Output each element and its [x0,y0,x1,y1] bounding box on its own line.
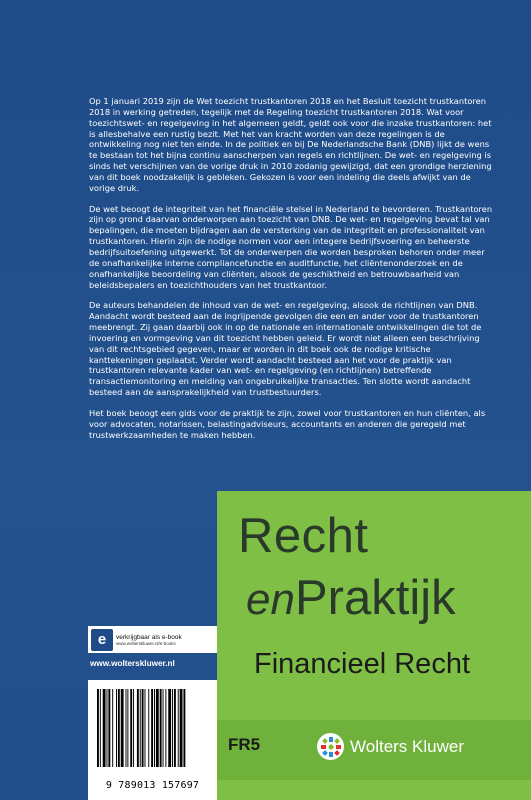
wolters-kluwer-logo-icon [317,733,344,760]
ebook-text [116,634,182,646]
ebook-icon: e [91,629,113,651]
series-title-en: en [246,575,295,624]
publisher-name: Wolters Kluwer [350,736,464,756]
description-text [89,96,494,450]
description-paragraph-3: De auteurs behandelen de inhoud van de wet- en regelgeving, alsook de richtlijnen van DNB. Aandacht wordt besteed aan de ingrijpende gevolgen die een en ander voor de trustkantoren meebrengt. Zij gaan daarbij ook in op de nationale en internationale ontwikkelingen die tot de invoering en vormgeving van dit toezicht hebben geleid. Er wordt niet alleen een beschrijving van dit rechtsgebied gegeven, maar er worden in dit boek ook de nodige kritische kanttekeningen geplaatst. Verder wordt aandacht besteed aan het voor de praktijk van trustkantoren relevante kader van wet- en regelgeving (en richtlijnen) betreffende transactiemonitoring en melding van ongebruikelijke transacties. Ten slotte wordt aandacht besteed aan de aansprakelijkheid van trustbestuurders. [89,300,482,398]
series-title-praktijk: Praktijk [294,571,456,625]
description-paragraph-2: De wet beoogt de integriteit van het financiële stelsel in Nederland te bevorderen. Trustkantoren zijn op grond daarvan onderworpen aan toezicht van DNB. De wet- en regelgeving bevat tal van bepalingen, die moeten bijdragen aan de versterking van de integriteit en professionaliteit van trustkantoren. Hierin zijn de nodige normen voor een integere bedrijfsvoering en beheerste bedrijfsuitoefening uitgewerkt. Tot de onderwerpen die worden besproken behoren onder meer de onafhankelijke interne compliancefunctie en auditfunctie, het cliëntenonderzoek en de onafhankelijke beoordeling van cliënten, alsook de geschiktheid en betrouwbaarheid van beleidsbepalers en toezichthouders van het trustkantoor. [89,203,493,290]
ebook-badge [88,626,217,653]
subject-title: Financieel Recht [254,648,470,680]
isbn-barcode [95,689,211,767]
series-title-line-2 [246,570,456,626]
ebook-line-2: www.wolterskluwer.nl/e-books [116,640,176,646]
publisher-website: www.wolterskluwer.nl [90,659,175,668]
ebook-line-1: verkrijgbaar als e-book [116,633,182,641]
description-paragraph-1: Op 1 januari 2019 zijn de Wet toezicht trustkantoren 2018 en het Besluit toezicht trustkantoren 2018 in werking getreden, tegelijk met de Regeling toezicht trustkantoren 2018. Wat voor toezichtswet- en regelgeving in het algemeen geldt, geldt ook voor die inzake trustkantoren: het is allesbehalve een rustig bezit. Met het van kracht worden van deze regelingen is de ontwikkeling nog niet ten einde. In de politiek en bij De Nederlandsche Bank (DNB) lijkt de wens te bestaan tot het bijna continu aanscherpen van regels en richtlijnen. De wet- en regelgeving is sinds het verschijnen van de vorige druk in 2010 zodanig gewijzigd, dat een grondige herziening van dit boek noodzakelijk is gebleken. Gekozen is voor een indeling die deels afwijkt van de vorige druk. [89,96,492,193]
publisher-block [317,733,464,760]
series-title-line-1: Recht [238,509,369,563]
isbn-number: 9 789013 157697 [105,780,200,791]
description-paragraph-4: Het boek beoogt een gids voor de praktijk te zijn, zowel voor trustkantoren en hun cliënten, als voor advocaten, notarissen, belastingadviseurs, accountants en anderen die geregeld met trustwerkzaamheden te maken hebben. [89,407,486,440]
series-code: FR5 [228,735,261,754]
